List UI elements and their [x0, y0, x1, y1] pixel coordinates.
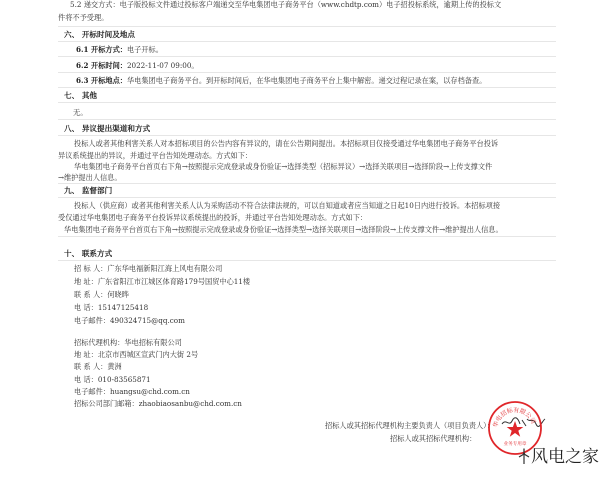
section-10-heading: 十、 联系方式 — [64, 249, 113, 258]
signatory-line: 招标人或其招标代理机构主要负责人（项目负责人）： — [325, 421, 494, 430]
tenderer-phone: 电 话：15147125418 — [74, 303, 149, 312]
delivery-method-line-cont: 件将不予受理。 — [58, 13, 109, 22]
supervision-paragraph: 受仅通过华电集团电子商务平台投诉异议系统提出的投诉，并通过平台告知处理动态。方式如下： — [58, 213, 368, 222]
seal-text-bottom: 业务专用章 — [503, 442, 527, 447]
agency-phone: 电 话：010-83565871 — [74, 375, 151, 384]
divider — [58, 26, 556, 27]
watermark-text: 风电之家 — [531, 447, 599, 467]
divider — [58, 260, 556, 261]
divider — [58, 119, 556, 120]
opening-place-label: 6.3 开标地点： — [76, 76, 127, 85]
agency-email: 电子邮件：huangsu@chd.com.cn — [74, 387, 190, 396]
divider — [58, 135, 556, 136]
section-8-heading: 八、 异议提出渠道和方式 — [64, 124, 151, 133]
divider — [58, 87, 556, 88]
objection-paragraph: 华电集团电子商务平台首页右下角→按照提示完成登录或身份验证→选择类型（招标异议）→选择关联项目→选择阶段→上传支撑文件 — [74, 162, 493, 171]
opening-place — [76, 76, 486, 85]
agency-name: 招标代理机构：华电招标有限公司 — [74, 338, 182, 347]
supervision-paragraph: 华电集团电子商务平台首页右下角→按照提示完成登录或身份验证→选择类型→选择关联项目→选择阶段→上传支撑文件→维护提出人信息。 — [64, 225, 503, 234]
other-text: 无。 — [73, 108, 88, 117]
agency-contact: 联 系 人：黄洲 — [74, 362, 122, 371]
opening-time-label: 6.2 开标时间： — [76, 61, 127, 70]
section-7-heading: 七、 其他 — [64, 91, 98, 100]
watermark — [518, 447, 599, 467]
objection-paragraph: →维护提出人信息。 — [58, 173, 122, 182]
signatory-line: 招标人或其招标代理机构： — [390, 434, 477, 443]
agency-address: 地 址：北京市西城区宣武门内大街 2号 — [74, 350, 199, 359]
wind-turbine-icon — [518, 448, 530, 464]
tenderer-email: 电子邮件：490324715@qq.com — [74, 316, 185, 325]
objection-paragraph: 投标人或者其他利害关系人对本招标项目的公告内容有异议的，请在公告期间提出。本招标项目仅接受通过华电集团电子商务平台投诉 — [74, 139, 499, 148]
tenderer-address: 地 址：广东省阳江市江城区体育路179号国贸中心11楼 — [74, 277, 251, 286]
opening-method-label: 6.1 开标方式： — [76, 45, 127, 54]
section-9-heading: 九、 监督部门 — [64, 186, 113, 195]
seal-text-top: 华电招标有限公司 — [492, 406, 537, 429]
opening-time-value: 2022-11-07 09:00。 — [126, 61, 199, 70]
delivery-method-line: 5.2 递交方式：电子版投标文件通过投标客户端递交至华电集团电子商务平台（www.chdtp.com）电子招投标系统，逾期上传的投标文 — [70, 0, 502, 9]
agency-dept-email: 招标公司部门邮箱：zhaobiaosanbu@chd.com.cn — [74, 399, 242, 408]
divider — [58, 41, 556, 42]
seal-star-icon — [507, 421, 524, 437]
opening-time — [76, 61, 199, 70]
tenderer-contact: 联 系 人：何晓晔 — [74, 290, 129, 299]
supervision-paragraph: 投标人（供应商）或者其他利害关系人认为采购活动不符合法律法规的，可以自知道或者应当知道之日起10日内进行投诉。本招标项接 — [74, 201, 501, 210]
divider — [58, 56, 556, 57]
opening-method-value: 电子开标。 — [126, 45, 163, 54]
tenderer-name: 招 标 人：广东华电福新阳江海上风电有限公司 — [74, 264, 223, 273]
divider — [58, 102, 556, 103]
divider — [58, 72, 556, 73]
opening-method — [76, 45, 163, 54]
divider — [58, 236, 556, 237]
divider — [58, 197, 556, 198]
objection-paragraph: 异议系统提出的异议，并通过平台告知处理动态。方式如下： — [58, 151, 253, 160]
section-6-heading: 六、 开标时间及地点 — [64, 30, 135, 39]
opening-place-value: 华电集团电子商务平台。到开标时间后，在华电集团电子商务平台上集中解密。递交过程记录在案，以存档备查。 — [126, 76, 487, 85]
divider — [58, 183, 556, 184]
